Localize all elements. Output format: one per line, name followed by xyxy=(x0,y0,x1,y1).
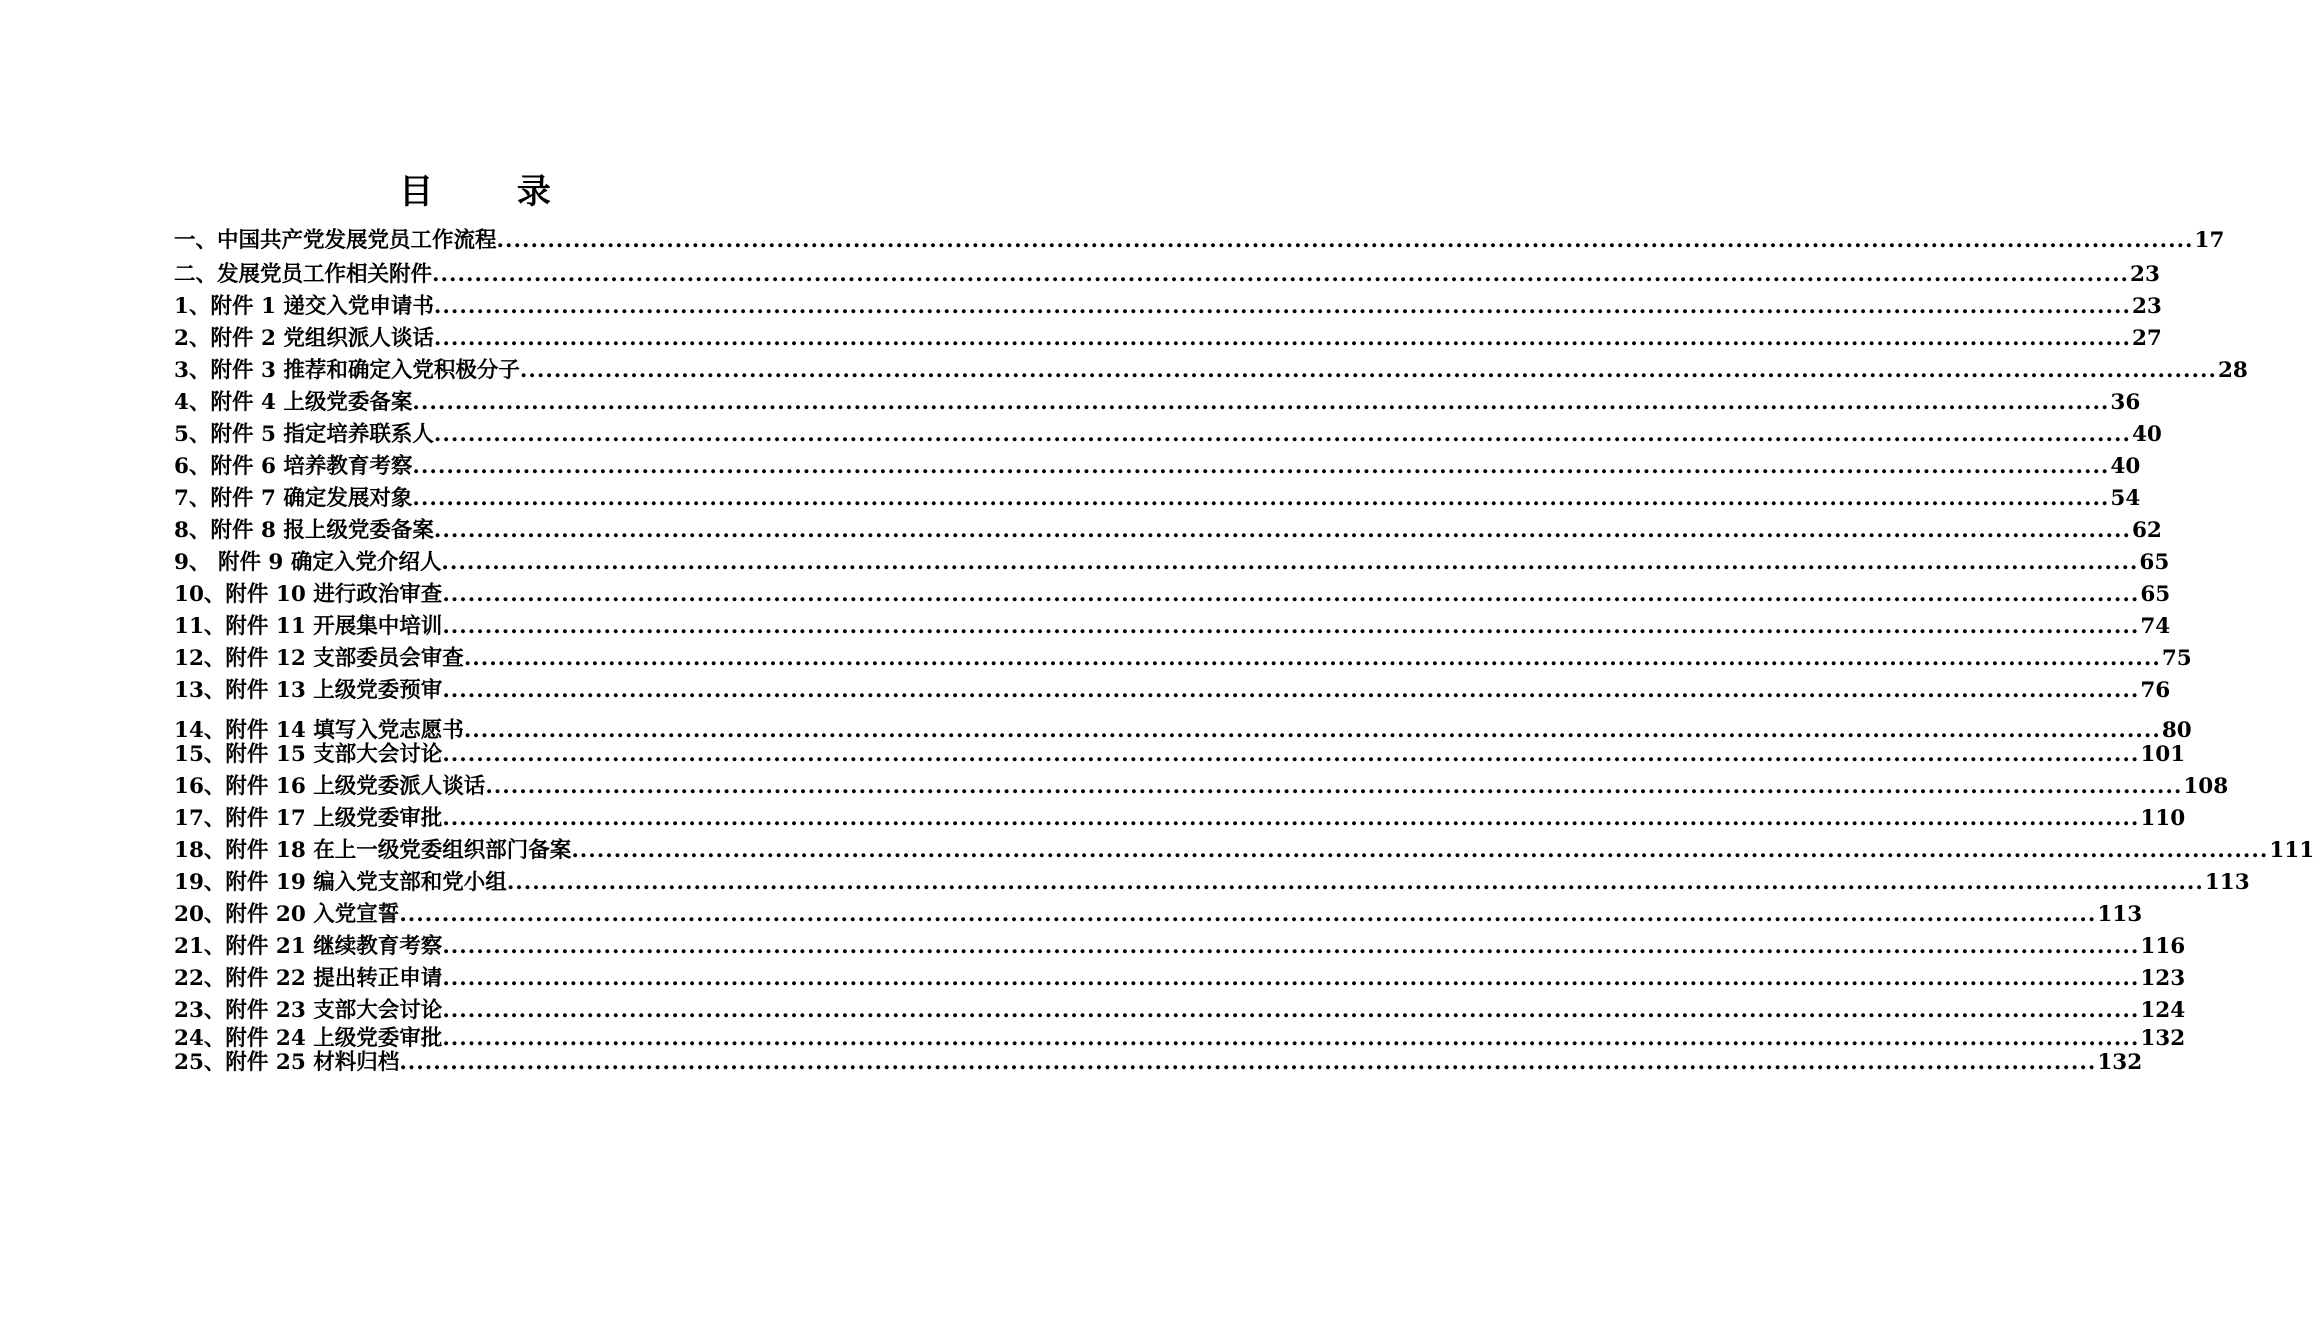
toc-entry-label: 18、附件 18 在上一级党委组织部门备案 xyxy=(174,838,572,863)
toc-dot-leader: ........................................................................................................................................................................................................ xyxy=(433,422,2131,447)
toc-entry-label: 24、附件 24 上级党委审批 xyxy=(174,1026,443,1051)
toc-dot-leader: ........................................................................................................................................................................................................ xyxy=(412,390,2110,415)
toc-entry-page-number: 76 xyxy=(2140,678,2171,703)
toc-dot-leader: ........................................................................................................................................................................................................ xyxy=(412,486,2110,511)
toc-entry-page-number: 17 xyxy=(2194,228,2225,253)
toc-entry-page-number: 132 xyxy=(2097,1050,2143,1075)
toc-entry-page-number: 123 xyxy=(2140,966,2186,991)
toc-entry[interactable] xyxy=(174,932,2186,962)
toc-dot-leader: ........................................................................................................................................................................................................ xyxy=(412,454,2110,479)
toc-entry-label: 二、发展党员工作相关附件 xyxy=(174,262,433,287)
toc-entry-label: 25、附件 25 材料归档 xyxy=(174,1050,400,1075)
toc-entry[interactable] xyxy=(174,452,2141,482)
toc-entry-page-number: 40 xyxy=(2110,454,2141,479)
toc-dot-leader: ........................................................................................................................................................................................................ xyxy=(463,718,2161,743)
toc-entry[interactable] xyxy=(174,804,2186,834)
toc-dot-leader: ........................................................................................................................................................................................................ xyxy=(399,1050,2097,1075)
toc-dot-leader: ........................................................................................................................................................................................................ xyxy=(442,806,2140,831)
toc-entry[interactable] xyxy=(174,1048,2143,1078)
toc-entry-page-number: 27 xyxy=(2131,326,2162,351)
toc-entry-label: 1、附件 1 递交入党申请书 xyxy=(174,294,434,319)
toc-dot-leader: ........................................................................................................................................................................................................ xyxy=(399,902,2097,927)
toc-entry-page-number: 54 xyxy=(2110,486,2141,511)
toc-entry[interactable] xyxy=(174,996,2186,1026)
toc-dot-leader: ........................................................................................................................................................................................................ xyxy=(442,582,2140,607)
toc-entry[interactable] xyxy=(174,868,2250,898)
toc-entry-page-number: 62 xyxy=(2131,518,2162,543)
toc-entry-label: 5、附件 5 指定培养联系人 xyxy=(174,422,434,447)
toc-entry-page-number: 111 xyxy=(2269,838,2314,863)
toc-entry-label: 一、中国共产党发展党员工作流程 xyxy=(174,228,497,253)
toc-dot-leader: ........................................................................................................................................................................................................ xyxy=(433,294,2131,319)
toc-entry-page-number: 23 xyxy=(2130,262,2160,287)
toc-entry-page-number: 124 xyxy=(2140,998,2186,1023)
toc-entry-page-number: 132 xyxy=(2140,1026,2186,1051)
toc-entry[interactable] xyxy=(174,644,2192,674)
toc-entry[interactable] xyxy=(174,420,2162,450)
toc-entry-label: 19、附件 19 编入党支部和党小组 xyxy=(174,870,507,895)
toc-entry[interactable] xyxy=(174,260,2160,290)
toc-entry[interactable] xyxy=(174,388,2141,418)
toc-entry-page-number: 40 xyxy=(2131,422,2162,447)
toc-entry-label: 17、附件 17 上级党委审批 xyxy=(174,806,443,831)
toc-entry[interactable] xyxy=(174,900,2143,930)
toc-entry[interactable] xyxy=(174,612,2171,642)
toc-entry-page-number: 28 xyxy=(2217,358,2248,383)
toc-dot-leader: ........................................................................................................................................................................................................ xyxy=(485,774,2183,799)
toc-dot-leader: ........................................................................................................................................................................................................ xyxy=(433,326,2131,351)
toc-entry[interactable] xyxy=(174,772,2229,802)
toc-dot-leader: ........................................................................................................................................................................................................ xyxy=(442,966,2140,991)
toc-entry[interactable] xyxy=(174,836,2314,866)
toc-entry-page-number: 74 xyxy=(2140,614,2171,639)
toc-entry-page-number: 65 xyxy=(2139,550,2170,575)
toc-dot-leader: ........................................................................................................................................................................................................ xyxy=(433,518,2131,543)
toc-dot-leader: ........................................................................................................................................................................................................ xyxy=(496,228,2194,253)
toc-entry-page-number: 110 xyxy=(2140,806,2186,831)
toc-entry-label: 20、附件 20 入党宣誓 xyxy=(174,902,400,927)
toc-entry[interactable] xyxy=(174,740,2186,770)
toc-entry-label: 12、附件 12 支部委员会审查 xyxy=(174,646,464,671)
toc-dot-leader: ........................................................................................................................................................................................................ xyxy=(571,838,2269,863)
toc-dot-leader: ........................................................................................................................................................................................................ xyxy=(442,614,2140,639)
toc-dot-leader: ........................................................................................................................................................................................................ xyxy=(442,934,2140,959)
toc-entry-page-number: 108 xyxy=(2183,774,2229,799)
toc-dot-leader: ........................................................................................................................................................................................................ xyxy=(432,262,2130,287)
toc-entry-page-number: 23 xyxy=(2131,294,2162,319)
toc-entry-page-number: 113 xyxy=(2204,870,2250,895)
toc-entry[interactable] xyxy=(174,292,2162,322)
toc-entry[interactable] xyxy=(174,484,2141,514)
toc-entry-page-number: 80 xyxy=(2161,718,2192,743)
toc-entry-page-number: 75 xyxy=(2161,646,2192,671)
toc-entry[interactable] xyxy=(174,324,2162,354)
toc-dot-leader: ........................................................................................................................................................................................................ xyxy=(442,1026,2140,1051)
toc-entry-label: 6、附件 6 培养教育考察 xyxy=(174,454,413,479)
toc-entry[interactable] xyxy=(174,226,2225,256)
toc-dot-leader: ........................................................................................................................................................................................................ xyxy=(441,550,2139,575)
toc-entry-label: 2、附件 2 党组织派人谈话 xyxy=(174,326,434,351)
toc-entry-label: 9、 附件 9 确定入党介绍人 xyxy=(174,550,442,575)
toc-title: 目 录 xyxy=(399,172,587,212)
toc-entry-label: 13、附件 13 上级党委预审 xyxy=(174,678,443,703)
toc-entry-label: 10、附件 10 进行政治审查 xyxy=(174,582,443,607)
toc-entry-label: 23、附件 23 支部大会讨论 xyxy=(174,998,443,1023)
toc-dot-leader: ........................................................................................................................................................................................................ xyxy=(463,646,2161,671)
toc-entry-label: 3、附件 3 推荐和确定入党积极分子 xyxy=(174,358,520,383)
toc-entry-page-number: 36 xyxy=(2110,390,2141,415)
toc-entry[interactable] xyxy=(174,356,2248,386)
toc-entry-label: 4、附件 4 上级党委备案 xyxy=(174,390,413,415)
toc-entry-label: 8、附件 8 报上级党委备案 xyxy=(174,518,434,543)
toc-dot-leader: ........................................................................................................................................................................................................ xyxy=(442,742,2140,767)
toc-entry-label: 16、附件 16 上级党委派人谈话 xyxy=(174,774,486,799)
toc-dot-leader: ........................................................................................................................................................................................................ xyxy=(442,678,2140,703)
toc-entry[interactable] xyxy=(174,676,2171,706)
toc-entry-label: 7、附件 7 确定发展对象 xyxy=(174,486,413,511)
toc-entry[interactable] xyxy=(174,548,2170,578)
toc-entry-label: 14、附件 14 填写入党志愿书 xyxy=(174,718,464,743)
toc-entry-page-number: 113 xyxy=(2097,902,2143,927)
toc-entry-label: 11、附件 11 开展集中培训 xyxy=(174,614,443,639)
toc-entry-page-number: 116 xyxy=(2140,934,2186,959)
toc-entry-label: 15、附件 15 支部大会讨论 xyxy=(174,742,443,767)
toc-entry[interactable] xyxy=(174,516,2162,546)
toc-entry[interactable] xyxy=(174,580,2171,610)
toc-dot-leader: ........................................................................................................................................................................................................ xyxy=(519,358,2217,383)
toc-dot-leader: ........................................................................................................................................................................................................ xyxy=(442,998,2140,1023)
toc-entry-page-number: 65 xyxy=(2140,582,2171,607)
toc-entry-label: 21、附件 21 继续教育考察 xyxy=(174,934,443,959)
toc-dot-leader: ........................................................................................................................................................................................................ xyxy=(506,870,2204,895)
toc-entry-label: 22、附件 22 提出转正申请 xyxy=(174,966,443,991)
toc-entry-page-number: 101 xyxy=(2140,742,2186,767)
toc-entry[interactable] xyxy=(174,964,2186,994)
